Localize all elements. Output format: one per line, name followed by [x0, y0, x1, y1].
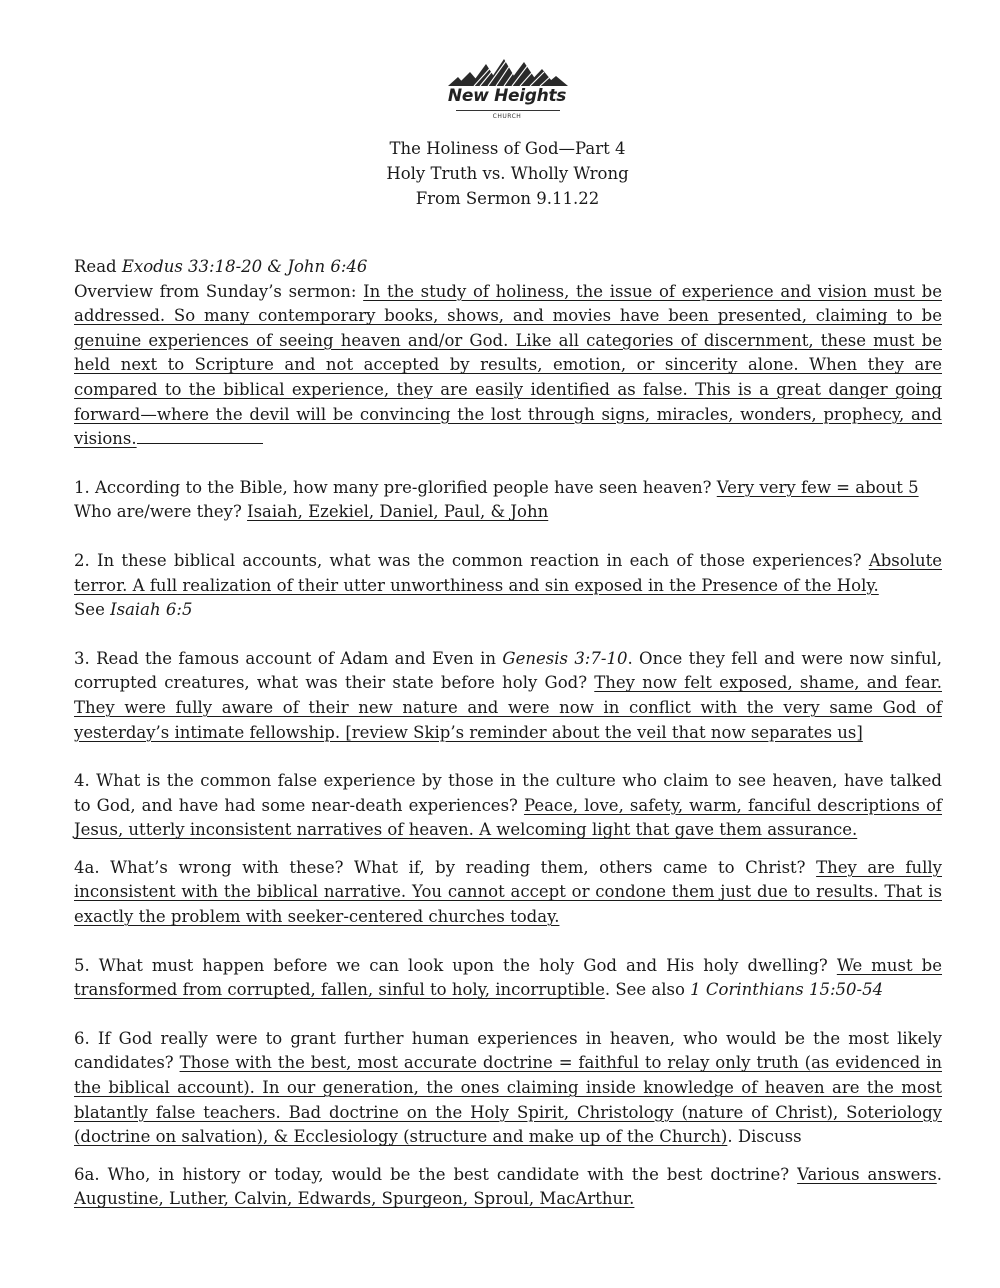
document-body	[74, 255, 942, 1212]
mountain-logo-icon	[440, 56, 574, 86]
question-2-see-also	[74, 598, 942, 623]
question-5	[74, 954, 942, 1003]
question-6-answer: Those with the best, most accurate doctrine = faithful to relay only truth (as evidenced in the biblical account). In our generation, the ones claiming inside knowledge of heaven are the most blatantly false teachers. Bad doctrine on the Holy Spirit, Christology (nature of Christ), Soteriology (doctrine on salvation), & Ecclesiology (structure and make up of the Church)	[74, 1053, 942, 1147]
question-6a-answer-2: Augustine, Luther, Calvin, Edwards, Spurgeon, Sproul, MacArthur.	[74, 1189, 635, 1209]
document-header	[300, 136, 715, 211]
question-6	[74, 1027, 942, 1150]
logo-subtitle: CHURCH	[492, 113, 522, 120]
church-logo	[440, 56, 574, 128]
question-6-text: 6. If God really were to grant further human experiences in heaven, who would be the most likely candidates?	[74, 1028, 942, 1073]
question-6a	[74, 1163, 942, 1212]
header-subtitle: Holy Truth vs. Wholly Wrong	[386, 164, 629, 183]
read-reference: Exodus 33:18-20 & John 6:46	[121, 257, 368, 276]
question-4a-text: 4a. What’s wrong with these? What if, by reading them, others came to Christ?	[74, 857, 817, 877]
question-3	[74, 647, 942, 745]
read-line	[74, 255, 942, 280]
question-3-text-b: . Once they fell and were now sinful, corrupted creatures, what was their state before holy God?	[74, 648, 943, 693]
question-5-text: 5. What must happen before we can look upon the holy God and His holy dwelling?	[74, 955, 837, 975]
logo-divider	[456, 110, 560, 111]
question-1-text: 1. According to the Bible, how many pre-glorified people have seen heaven?	[74, 477, 717, 497]
question-3-answer: They now felt exposed, shame, and fear. They were fully aware of their new nature and were now in conflict with the very same God of yesterday’s intimate fellowship. [review Skip’s reminder about the veil that now separates us]	[74, 673, 942, 742]
question-5-after: . See also	[604, 980, 691, 1000]
read-prefix: Read	[74, 257, 122, 276]
question-1-answer: Very very few = about 5	[716, 477, 919, 497]
blank-fill-line	[137, 429, 263, 444]
question-5-reference: 1 Corinthians 15:50-54	[690, 980, 884, 1000]
see-reference: Isaiah 6:5	[110, 600, 193, 620]
question-3-reference: Genesis 3:7-10	[502, 648, 628, 668]
see-prefix: See	[74, 600, 111, 620]
question-4a-answer: They are fully inconsistent with the biblical narrative. You cannot accept or condone them just due to results. That is exactly the problem with seeker-centered churches today.	[74, 857, 942, 927]
question-4a	[74, 856, 942, 930]
question-6a-answer: Various answers	[797, 1164, 937, 1184]
question-6a-text: 6a. Who, in history or today, would be the best candidate with the best doctrine?	[74, 1164, 798, 1184]
question-4-text: 4. What is the common false experience by those in the culture who claim to see heaven, have talked to God, and have had some near-death experiences?	[74, 771, 942, 815]
question-4-answer: Peace, love, safety, warm, fanciful descriptions of Jesus, utterly inconsistent narratives of heaven. A welcoming light that gave them assurance.	[74, 795, 942, 840]
overview-text: In the study of holiness, the issue of experience and vision must be addressed. So many contemporary books, shows, and movies have been presented, claiming to be genuine experiences of seeing heaven and/or God. Like all categories of discernment, these must be held next to Scripture and not accepted by results, emotion, or sincerity alone. When they are compared to the biblical experience, they are easily identified as false. This is a great danger going forward—where the devil will be convincing the lost through signs, miracles, wonders, prophecy, and visions.	[74, 281, 942, 449]
header-title: The Holiness of God—Part 4	[389, 139, 626, 158]
question-5-answer: We must be transformed from corrupted, fallen, sinful to holy, incorruptible	[74, 955, 942, 1000]
question-6-after: . Discuss	[727, 1127, 802, 1147]
overview-label: Overview from Sunday’s sermon:	[74, 281, 364, 301]
question-2-answer: Absolute terror. A full realization of their utter unworthiness and sin exposed in the Presence of the Holy.	[74, 550, 942, 595]
question-2	[74, 549, 942, 598]
question-6a-dot: .	[936, 1164, 942, 1184]
question-3-text-a: 3. Read the famous account of Adam and Even in	[74, 648, 503, 668]
logo-title: New Heights	[447, 86, 567, 106]
question-1	[74, 476, 942, 501]
question-1-followup-text: Who are/were they?	[74, 502, 248, 522]
question-4	[74, 769, 942, 843]
header-date: From Sermon 9.11.22	[415, 189, 600, 208]
question-1-followup-answer: Isaiah, Ezekiel, Daniel, Paul, & John	[247, 502, 549, 522]
question-2-text: 2. In these biblical accounts, what was the common reaction in each of those experiences?	[74, 550, 869, 570]
question-1-followup	[74, 500, 942, 525]
overview-paragraph	[74, 280, 942, 452]
